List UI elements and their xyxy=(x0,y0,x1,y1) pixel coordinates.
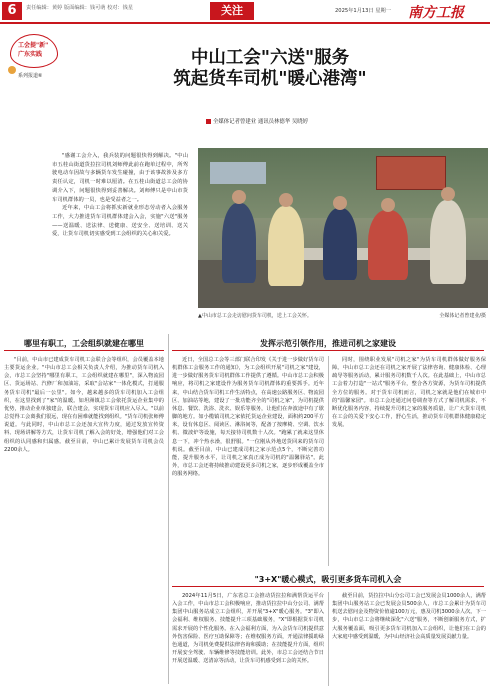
news-photo xyxy=(198,148,488,308)
headline xyxy=(120,48,420,90)
photo-head xyxy=(232,190,246,204)
page-header xyxy=(0,0,490,22)
headline-line-1: 中山工会"六送"服务 xyxy=(190,48,350,68)
column-3-text: 同时，围绕职业发展"司机之家"为货车司机群体做好服务保障。中山市总工会还在司机之家开展了法律咨询、健康体检、心理疏导等服务活动，累计服务司机数千人次。在此基础上，中山市总工会着力打造"一站式"服务平台，整合各方资源，为货车司机提供全方位的服务。对于货车司机而言，司机之家就是他们在城市中的"温馨家园"。市总工会还通过问卷调查等方式了解司机需求，不断优化服务内容，持续提升司机之家的服务质量，让广大货车司机在工会的关爱下安心工作，舒心生活，推动货车司机群体健康稳定发展。 xyxy=(332,357,486,429)
intro-text xyxy=(52,152,188,239)
photo-banner xyxy=(376,156,446,190)
column-3 xyxy=(332,356,486,566)
section-rule-1 xyxy=(4,350,164,351)
photo-person xyxy=(430,200,466,284)
header-rule xyxy=(0,22,490,24)
column-5-text: 截至目前，货拉拉中山分公司工会已发展会员1000余人，满帮集团中山服务站工会已发展会员500余人，市总工会累计为货车司机送去慰问金及物资价值逾100万元，惠及司机3000余人次。下一步，中山市总工会将继续深化"六送"服务，不断创新服务方式，扩大服务覆盖面，吸引更多货车司机加入工会组织，让他们在工会的大家庭中感受到温暖，为中山经济社会高质量发展贡献力量。 xyxy=(332,593,486,640)
section-tag: 关注 xyxy=(210,2,254,20)
photo-head xyxy=(279,193,293,207)
masthead-logo: 南方工报 xyxy=(408,5,464,21)
section-rule-2 xyxy=(172,350,484,351)
series-logo xyxy=(6,30,66,100)
byline-text: 全媒体记者曾建业 通讯员林德华 吴晓婷 xyxy=(213,119,309,125)
photo-person xyxy=(268,206,304,286)
photo-table xyxy=(288,248,438,260)
column-1 xyxy=(4,356,164,684)
column-4 xyxy=(172,592,324,686)
column-divider xyxy=(328,592,329,686)
column-5 xyxy=(332,592,486,686)
photo-person xyxy=(222,203,256,283)
photo-person xyxy=(323,208,357,280)
photo-head xyxy=(333,196,347,210)
page-number: 6 xyxy=(2,2,22,20)
column-divider xyxy=(328,356,329,566)
series-dot-icon xyxy=(8,66,16,74)
column-1-text: "目前，中山市已建成货车司机工会联合会等组织，会员覆盖本地主要货运企业。"中山市总工会相关负责人介绍，为推动货车司机入会，市总工会坚持"哪里有职工，工会组织就建在哪里"，深入物流园区、货运场站、汽修厂和加油站，采取"会站家"一体化模式，打通服务货车司机"最后一公里"。如今，越来越多的货车司机加入工会组织，在这里找到了"家"的温暖。如坦洲镇总工会依托货运企业集中的优势，推动企业单独建会，联合建会，实现货车司机应入尽入。"以前总觉得工会离我们很远，现在有困难就能找到组织。"货车司机张师傅说道。与此同时，中山市总工会还加大宣传力度，通过发放宣传资料、现场讲解等方式，让货车司机了解入会的好处，增强他们对工会组织的认同感和归属感。截至目前，中山已累计发展货车司机会员2200余人。 xyxy=(4,357,164,453)
series-title-1: 工会提"新" xyxy=(18,42,49,49)
section-rule-3 xyxy=(172,586,484,587)
photo-credit: 全媒体记者曾建业/摄 xyxy=(439,313,486,319)
section-heading-1: 哪里有职工，工会组织就建在哪里 xyxy=(24,339,144,348)
section-heading-2: 发挥示范引领作用，推进司机之家建设 xyxy=(260,339,396,348)
series-subtitle: 系列报道⑥ xyxy=(18,73,43,79)
photo-head xyxy=(441,187,455,201)
column-2 xyxy=(172,356,324,566)
photo-head xyxy=(381,198,395,212)
series-title-2: 广东实践 xyxy=(18,51,43,58)
column-2-text: 近日，全国总工会等三部门联合印发《关于进一步做好货车司机群体工会服务工作的通知》，为工会组织开展"司机之家"建设，进一步做好服务货车司机群体工作提供了遵循。中山市总工会积极响应，将司机之家建设作为服务货车司机群体的重要抓手。近年来，中山结合货车司机工作生活特点，在高速公路服务区、物流园区、加油站等地，建设了一批功能齐全的"司机之家"，为司机提供休息、餐饮、洗浴、洗衣、娱乐等服务，让他们在奔波途中有了歇脚的地方。如小榄镇司机之家依托货运企业建设，面积约200平方米，设有休息区、阅读区、淋浴间等，配备了按摩椅、空调、饮水机、微波炉等设施，每天接待司机数十人次。"跑累了就来这里休息一下，冲个热水澡，很舒服。"一位刚从外地送货回来的货车司机说。截至目前，中山已建成司机之家示范点5个，不断完善功能，提升服务水平，让司机之家真正成为司机的"温馨驿站"。此外，市总工会还将持续推动建设更多司机之家，逐步形成覆盖全市的服务网络。 xyxy=(172,357,324,478)
photo-person xyxy=(368,210,408,280)
column-divider xyxy=(168,334,169,684)
intro-paragraph-2: 近年来，中山工会将抓实新就业形态劳动者入会服务工作，大力推进货车司机群体建会入会，实施"六送"服务——送温暖、送法律、送健康、送安全、送培训、送关爱，让货车司机切实感受到工会组织的关心和关爱。 xyxy=(52,205,188,238)
intro-paragraph-1: "感谢工会介入，我兵装的问题很快得到解决。"中山市五桂山街道货拉拉司机刘师傅此前在跑单过程中，所驾驶电动车因故与多辆货车发生碰撞，由于该事故涉及多方责任认定，司机一时难以厘清。在五桂山街道总工会的协调介入下，问题很快得到妥善解决。刘师傅只是中山市货车司机群体的一员，也是受益者之一。 xyxy=(52,153,188,203)
headline-line-2: 筑起货车司机"暖心港湾" xyxy=(173,69,367,89)
caption-text: ▲中山市总工会走访慰问货车司机，送上工会关怀。 xyxy=(198,313,312,319)
issue-date: 2025年1月13日 星期一 xyxy=(335,8,391,14)
section-heading-3: "3+X"暖心模式，吸引更多货车司机入会 xyxy=(254,575,402,584)
editor-credits: 责任编辑：黄婷 版面编辑：钱可萌 校对：钱星 xyxy=(26,5,134,11)
byline xyxy=(206,117,308,125)
byline-square-icon xyxy=(206,119,211,124)
column-4-text: 2024年11月5日，广东省总工会推动货拉拉和满帮货运平台入会工作，中山市总工会积极响应，推动货拉拉中山分公司、满帮集团中山服务站成立工会组织，并开展"3+X"暖心服务。"3"即入会福利、维权服务、技能提升三项基础服务，"X"即根据货车司机需求开展的个性化服务。在入会福利方面，为入会货车司机提供意外伤害保险、医疗互助保障等；在维权服务方面，开通法律援助绿色通道，为司机免费提供法律咨询和援助；在技能提升方面，组织开展安全驾驶、车辆维修等技能培训。此外，市总工会还结合节日开展送温暖、送清凉等活动，让货车司机感受到工会的关怀。 xyxy=(172,593,324,665)
photo-caption xyxy=(198,312,488,319)
photo-board xyxy=(210,162,266,184)
